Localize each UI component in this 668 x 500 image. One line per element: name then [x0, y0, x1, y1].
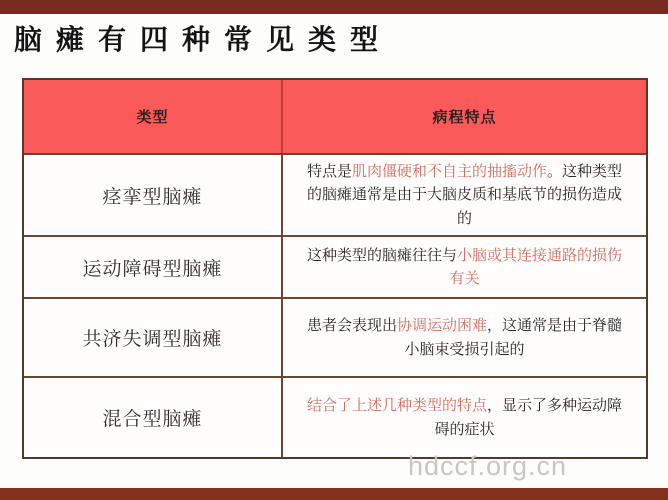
desc-highlight-text: 小脑或其连接通路的损伤有关	[449, 246, 623, 287]
watermark-text: hdccf.org.cn	[408, 451, 568, 481]
desc-text: ，这通常是由于脊髓小脑束受损引起的	[404, 317, 623, 358]
desc-highlight-text: 结合了上述几种类型的特点	[306, 397, 487, 415]
table-row	[24, 297, 646, 376]
desc-text: 特点是	[306, 163, 352, 181]
type-cell: 共济失调型脑瘫	[24, 299, 283, 376]
top-accent-bar	[0, 0, 668, 14]
table-header-row	[24, 80, 646, 153]
cerebral-palsy-types-table	[22, 78, 648, 459]
page-title: 脑瘫有四种常见类型	[14, 25, 393, 56]
table-body	[24, 153, 646, 457]
desc-text: 这种类型的脑瘫往往与	[306, 246, 457, 264]
table-row	[24, 235, 646, 297]
bottom-accent-bar	[0, 488, 668, 500]
type-cell: 痉挛型脑瘫	[24, 155, 283, 235]
desc-text: 患者会表现出	[306, 317, 397, 335]
type-cell: 运动障碍型脑瘫	[24, 237, 283, 297]
characteristics-cell	[283, 155, 646, 235]
characteristics-cell	[283, 299, 646, 376]
header-characteristics-column: 病程特点	[432, 109, 497, 126]
table-row	[24, 376, 646, 457]
desc-highlight-text: 肌肉僵硬和不自主的抽搐动作	[351, 163, 547, 181]
desc-text: 。这种类型的脑瘫通常是由于大脑皮质和基底节的损伤造成的	[306, 163, 623, 227]
type-cell: 混合型脑瘫	[24, 378, 283, 457]
table-row	[24, 153, 646, 235]
characteristics-cell	[283, 378, 646, 457]
desc-text: ，显示了多种运动障碍的症状	[434, 397, 623, 438]
characteristics-cell	[283, 237, 646, 297]
desc-highlight-text: 协调运动困难	[396, 317, 487, 335]
header-type-column: 类型	[24, 80, 283, 153]
